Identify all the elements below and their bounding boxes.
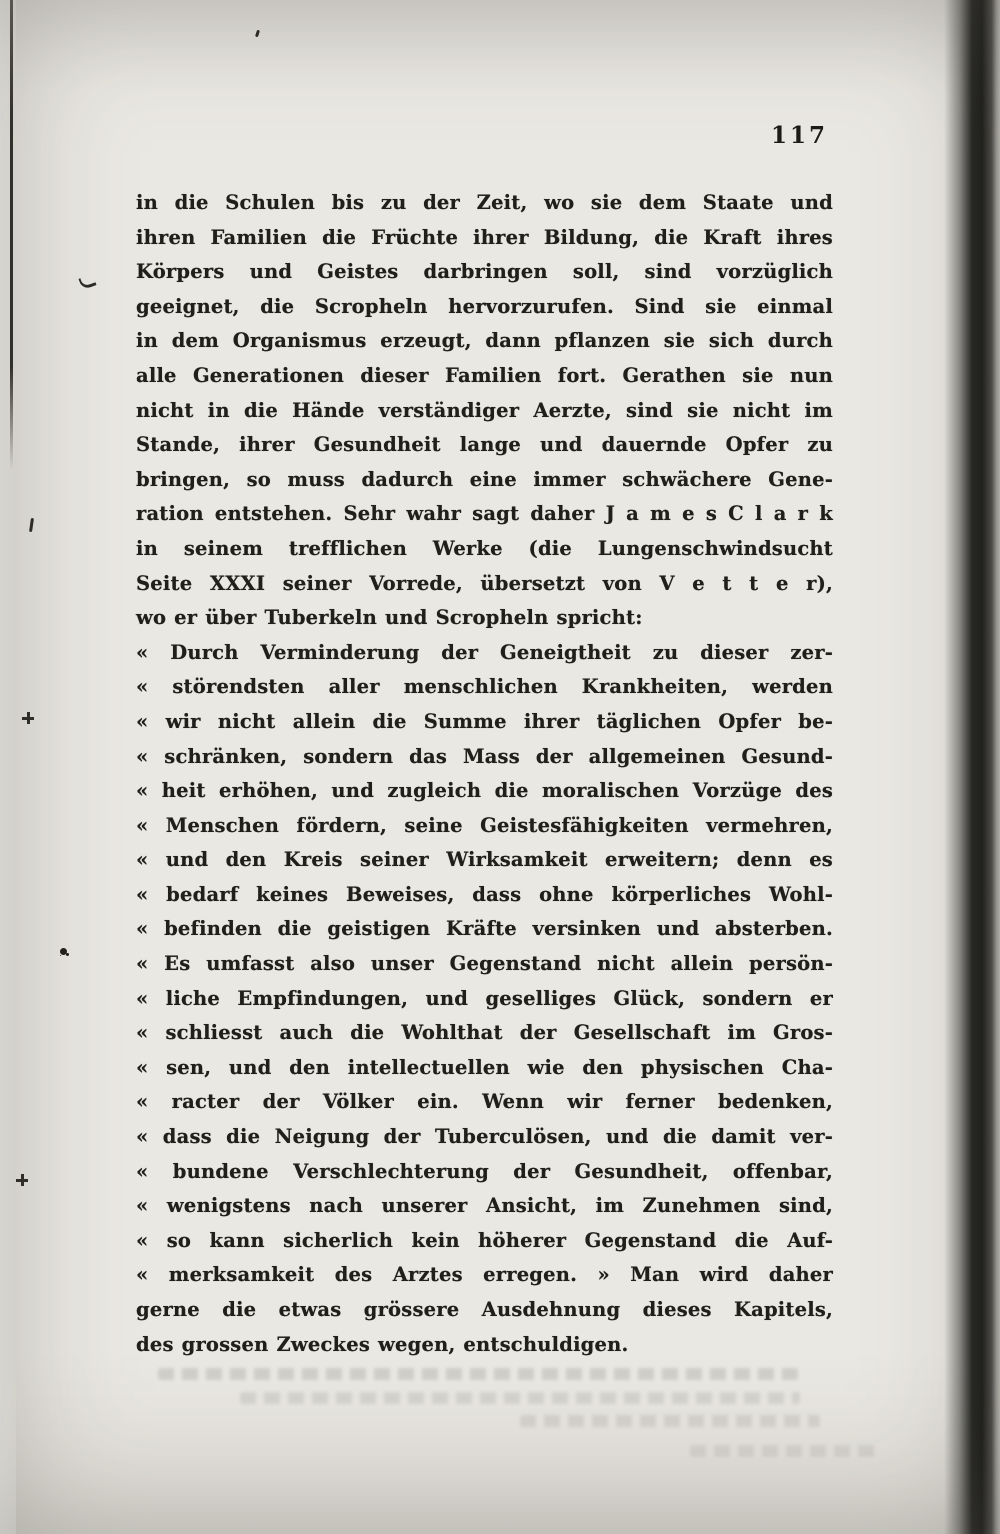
text-line: geeignet, die Scropheln hervorzurufen. Sind sie einmal [136, 294, 833, 318]
left-edge-line [10, 0, 13, 470]
text-line: « dass die Neigung der Tuberculösen, und die damit ver- [136, 1125, 833, 1149]
page-number: 117 [770, 122, 828, 149]
text-line: gerne die etwas grössere Ausdehnung dieses Kapitels, [136, 1298, 833, 1321]
ghost-showthrough [158, 1368, 798, 1380]
text-line: « merksamkeit des Arztes erregen. » Man wird daher [136, 1263, 833, 1287]
text-line: ihren Familien die Früchte ihrer Bildung, die Kraft ihres [136, 225, 833, 249]
scan-left-edge [0, 0, 16, 1534]
text-line: « racter der Völker ein. Wenn wir ferner bedenken, [136, 1090, 833, 1114]
text-line: « Menschen fördern, seine Geistesfähigkeiten vermehren, [136, 813, 833, 837]
ink-mark [16, 1174, 28, 1186]
text-line: « schränken, sondern das Mass der allgemeinen Gesund- [136, 744, 833, 768]
text-line: « bedarf keines Beweises, dass ohne körperliches Wohl- [136, 882, 833, 906]
text-line: ration entstehen. Sehr wahr sagt daher J a m e s C l a r k [136, 502, 833, 526]
text-line: in die Schulen bis zu der Zeit, wo sie dem Staate und [136, 191, 833, 214]
text-line: bringen, so muss dadurch eine immer schwächere Gene- [136, 467, 833, 491]
text-line: « störendsten aller menschlichen Krankheiten, werden [136, 675, 833, 699]
ghost-showthrough [240, 1392, 800, 1404]
binding-shadow [944, 0, 1000, 1534]
text-line: « und den Kreis seiner Wirksamkeit erweitern; denn es [136, 848, 833, 872]
ink-mark [29, 518, 34, 532]
text-line: nicht in die Hände verständiger Aerzte, sind sie nicht im [136, 398, 833, 422]
text-line: « liche Empfindungen, und geselliges Glück, sondern er [136, 986, 833, 1010]
text-line: « heit erhöhen, und zugleich die moralischen Vorzüge des [136, 779, 833, 803]
text-line: « schliesst auch die Wohlthat der Gesellschaft im Gros- [136, 1021, 833, 1045]
text-line: in dem Organismus erzeugt, dann pflanzen sie sich durch [136, 329, 833, 353]
text-line: « befinden die geistigen Kräfte versinken und absterben. [136, 917, 833, 941]
text-line: « wir nicht allein die Summe ihrer täglichen Opfer be- [136, 709, 833, 733]
ink-mark [60, 948, 67, 955]
text-line: Körpers und Geistes darbringen soll, sind vorzüglich [136, 260, 833, 284]
text-line: in seinem trefflichen Werke (die Lungenschwindsucht [136, 536, 833, 560]
text-line: « wenigstens nach unserer Ansicht, im Zunehmen sind, [136, 1194, 833, 1218]
text-line: « Es umfasst also unser Gegenstand nicht allein persön- [136, 952, 833, 976]
scan-speck [255, 30, 260, 38]
ink-mark [22, 712, 34, 724]
text-line: « sen, und den intellectuellen wie den physischen Cha- [136, 1055, 833, 1079]
text-line: alle Generationen dieser Familien fort. Gerathen sie nun [136, 363, 833, 387]
text-line: wo er über Tuberkeln und Scropheln spricht: [136, 606, 643, 630]
text-line: « bundene Verschlechterung der Gesundheit, offenbar, [136, 1159, 833, 1183]
text-line: « Durch Verminderung der Geneigtheit zu dieser zer- [136, 640, 833, 664]
ink-mark [78, 274, 96, 290]
ghost-showthrough [690, 1445, 880, 1457]
text-line: des grossen Zweckes wegen, entschuldigen. [136, 1332, 629, 1356]
ghost-showthrough [520, 1415, 820, 1427]
text-line: « so kann sicherlich kein höherer Gegenstand die Auf- [136, 1228, 833, 1252]
text-line: Stande, ihrer Gesundheit lange und dauernde Opfer zu [136, 433, 833, 457]
text-line: Seite XXXI seiner Vorrede, übersetzt von V e t t e r), [136, 571, 833, 595]
body-text [136, 186, 833, 1362]
